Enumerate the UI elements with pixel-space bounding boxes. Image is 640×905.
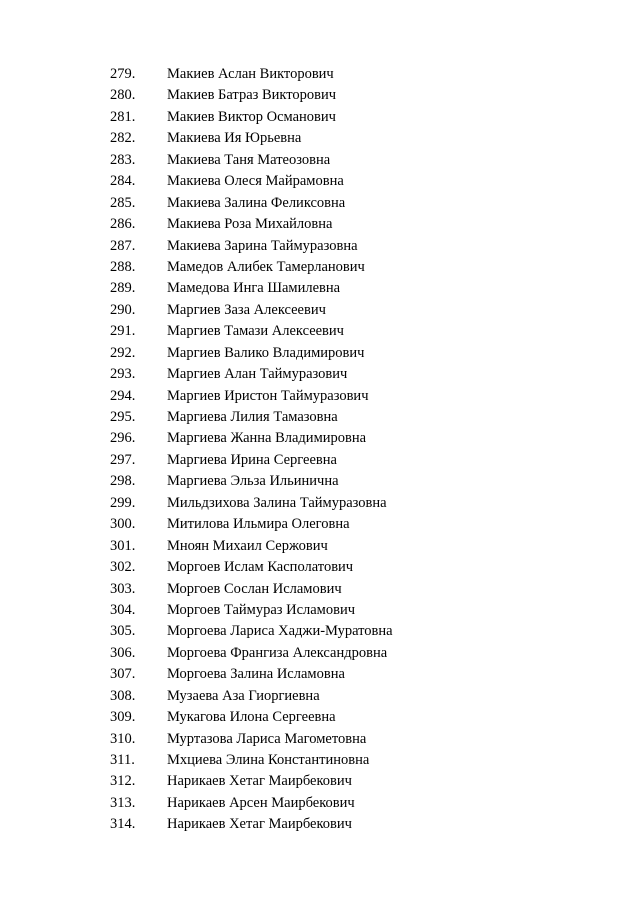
entry-number: 291. [110,323,136,340]
entry-number: 290. [110,301,136,318]
list-item [0,236,640,257]
entry-name: Маргиева Жанна Владимировна [167,430,367,447]
list-item [0,278,640,299]
list-item [0,257,640,278]
entry-name: Нарикаев Арсен Маирбекович [167,794,355,811]
entry-number: 285. [110,194,136,211]
entry-number: 311. [110,752,135,768]
entry-number: 309. [110,709,136,726]
entry-number: 280. [110,87,136,104]
entry-name: Нарикаев Хетаг Маирбекович [167,773,352,790]
entry-name: Моргоева Лариса Хаджи-Муратовна [167,623,393,640]
entry-number: 283. [110,151,136,168]
entry-number: 304. [110,601,136,618]
entry-number: 284. [110,173,136,190]
entry-number: 296. [110,430,136,447]
list-item [0,150,640,171]
entry-name: Мхциева Элина Константиновна [167,752,370,768]
list-item [0,536,640,557]
entry-name: Моргоева Залина Исламовна [167,666,345,683]
entry-number: 301. [110,537,136,554]
entry-number: 307. [110,666,136,683]
entry-number: 302. [110,559,136,576]
entry-number: 286. [110,216,136,233]
entry-name: Моргоева Франгиза Александровна [167,644,388,661]
list-item [0,407,640,428]
list-item [0,493,640,514]
entry-name: Мильдзихова Залина Таймуразовна [167,494,387,511]
entry-name: Маргиева Ирина Сергеевна [167,451,337,468]
entry-name: Макиев Виктор Османович [167,108,336,125]
entry-number: 292. [110,344,136,361]
entry-number: 312. [110,773,136,790]
list-item [0,428,640,449]
list-item [0,300,640,321]
list-item [0,664,640,685]
list-item [0,193,640,214]
list-item [0,621,640,642]
list-item [0,321,640,342]
entry-name: Маргиева Эльза Ильинична [167,473,339,490]
entry-number: 314. [110,816,136,833]
list-item [0,214,640,235]
entry-name: Мамедов Алибек Тамерланович [167,258,365,275]
entry-name: Макиева Ия Юрьевна [167,130,302,147]
entry-number: 279. [110,66,136,82]
entry-name: Макиев Аслан Викторович [167,66,334,82]
entry-number: 294. [110,387,136,404]
list-item [0,729,640,750]
list-item [0,557,640,578]
entry-name: Митилова Ильмира Олеговна [167,516,350,533]
entry-name: Маргиев Алан Таймуразович [167,366,348,383]
entry-name: Моргоев Сослан Исламович [167,580,342,597]
entry-name: Макиева Олеся Майрамовна [167,173,344,190]
list-item [0,707,640,728]
entry-name: Нарикаев Хетаг Маирбекович [167,816,352,833]
list-item [0,471,640,492]
entry-number: 288. [110,258,136,275]
entry-number: 303. [110,580,136,597]
entry-number: 308. [110,687,136,704]
list-item [0,343,640,364]
list-item [0,128,640,149]
entry-name: Макиева Таня Матеозовна [167,151,331,168]
entry-number: 297. [110,451,136,468]
name-list [0,64,640,836]
list-item [0,600,640,621]
entry-name: Маргиев Тамази Алексеевич [167,323,344,340]
entry-number: 289. [110,280,136,297]
list-item [0,85,640,106]
list-item [0,386,640,407]
entry-number: 281. [110,108,136,125]
entry-name: Музаева Аза Гиоргиевна [167,687,320,704]
list-item [0,643,640,664]
list-item [0,814,640,835]
entry-name: Маргиев Заза Алексеевич [167,301,326,318]
entry-name: Моргоев Таймураз Исламович [167,601,356,618]
entry-number: 300. [110,516,136,533]
list-item [0,750,640,771]
entry-number: 295. [110,409,136,425]
entry-name: Муртазова Лариса Магометовна [167,730,367,747]
list-item [0,171,640,192]
entry-name: Мукагова Илона Сергеевна [167,709,336,726]
list-item [0,64,640,85]
entry-name: Маргиева Лилия Тамазовна [167,409,338,425]
entry-number: 282. [110,130,136,147]
entry-name: Мамедова Инга Шамилевна [167,280,341,297]
entry-number: 305. [110,623,136,640]
list-item [0,107,640,128]
list-item [0,364,640,385]
entry-name: Макиев Батраз Викторович [167,87,337,104]
entry-name: Макиева Залина Феликсовна [167,194,346,211]
list-item [0,579,640,600]
list-item [0,450,640,471]
entry-name: Макиева Роза Михайловна [167,216,333,233]
list-item [0,793,640,814]
list-item [0,771,640,792]
entry-number: 306. [110,644,136,661]
entry-number: 293. [110,366,136,383]
entry-name: Макиева Зарина Таймуразовна [167,237,358,254]
entry-name: Моргоев Ислам Касполатович [167,559,354,576]
entry-name: Маргиев Валико Владимирович [167,344,365,361]
list-item [0,686,640,707]
entry-number: 298. [110,473,136,490]
entry-number: 310. [110,730,136,747]
list-item [0,514,640,535]
entry-number: 287. [110,237,136,254]
entry-name: Мноян Михаил Сержович [167,537,328,554]
entry-number: 313. [110,794,136,811]
entry-name: Маргиев Иристон Таймуразович [167,387,369,404]
entry-number: 299. [110,494,136,511]
